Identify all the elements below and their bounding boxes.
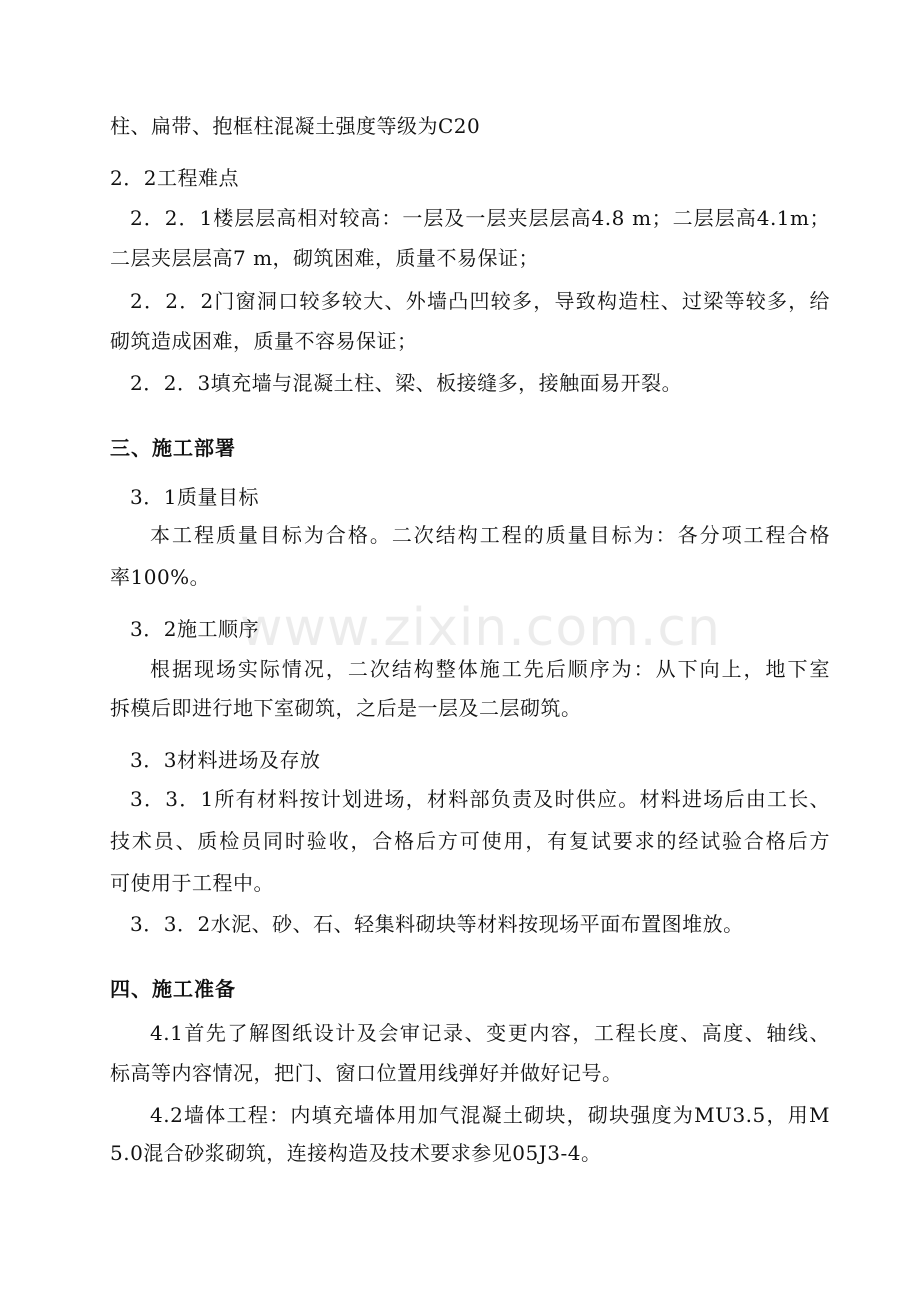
subsection-heading: 3．2施工顺序 xyxy=(130,617,259,641)
paragraph-line: 2．2．2门窗洞口较多较大、外墙凸凹较多，导致构造柱、过梁等较多，给 xyxy=(130,289,830,313)
section-heading: 三、施工部署 xyxy=(110,436,236,460)
paragraph-line: 率100%。 xyxy=(110,565,211,589)
paragraph-line: 二层夹层层高7 m，砌筑困难，质量不易保证； xyxy=(110,246,540,270)
paragraph-line: 2．2．3填充墙与混凝土柱、梁、板接缝多，接触面易开裂。 xyxy=(130,371,683,395)
paragraph-line: 2．2．1楼层层高相对较高：一层及一层夹层层高4.8 m；二层层高4.1m； xyxy=(130,206,830,230)
paragraph-line: 柱、扁带、抱框柱混凝土强度等级为C20 xyxy=(110,114,481,138)
paragraph-line: 可使用于工程中。 xyxy=(110,871,274,895)
section-heading: 四、施工准备 xyxy=(110,977,236,1001)
paragraph-line: 拆模后即进行地下室砌筑，之后是一层及二层砌筑。 xyxy=(110,696,582,720)
paragraph-line: 砌筑造成困难，质量不容易保证； xyxy=(110,329,418,353)
paragraph-line: 3．3．2水泥、砂、石、轻集料砌块等材料按现场平面布置图堆放。 xyxy=(130,912,744,936)
subsection-heading: 3．3材料进场及存放 xyxy=(130,748,321,772)
paragraph-line: 4.1首先了解图纸设计及会审记录、变更内容，工程长度、高度、轴线、 xyxy=(150,1021,830,1045)
paragraph-line: 根据现场实际情况，二次结构整体施工先后顺序为：从下向上，地下室 xyxy=(150,657,830,681)
subsection-heading: 2．2工程难点 xyxy=(110,166,239,190)
paragraph-line: 4.2墙体工程：内填充墙体用加气混凝土砌块，砌块强度为MU3.5，用M xyxy=(150,1103,830,1127)
subsection-heading: 3．1质量目标 xyxy=(130,485,259,509)
watermark: www.zixin.com.cn xyxy=(240,598,721,658)
paragraph-line: 本工程质量目标为合格。二次结构工程的质量目标为：各分项工程合格 xyxy=(150,523,830,547)
paragraph-line: 技术员、质检员同时验收，合格后方可使用，有复试要求的经试验合格后方 xyxy=(110,829,830,853)
paragraph-line: 5.0混合砂浆砌筑，连接构造及技术要求参见05J3-4。 xyxy=(110,1141,602,1165)
paragraph-line: 标高等内容情况，把门、窗口位置用线弹好并做好记号。 xyxy=(110,1061,623,1085)
paragraph-line: 3．3．1所有材料按计划进场，材料部负责及时供应。材料进场后由工长、 xyxy=(130,787,830,811)
